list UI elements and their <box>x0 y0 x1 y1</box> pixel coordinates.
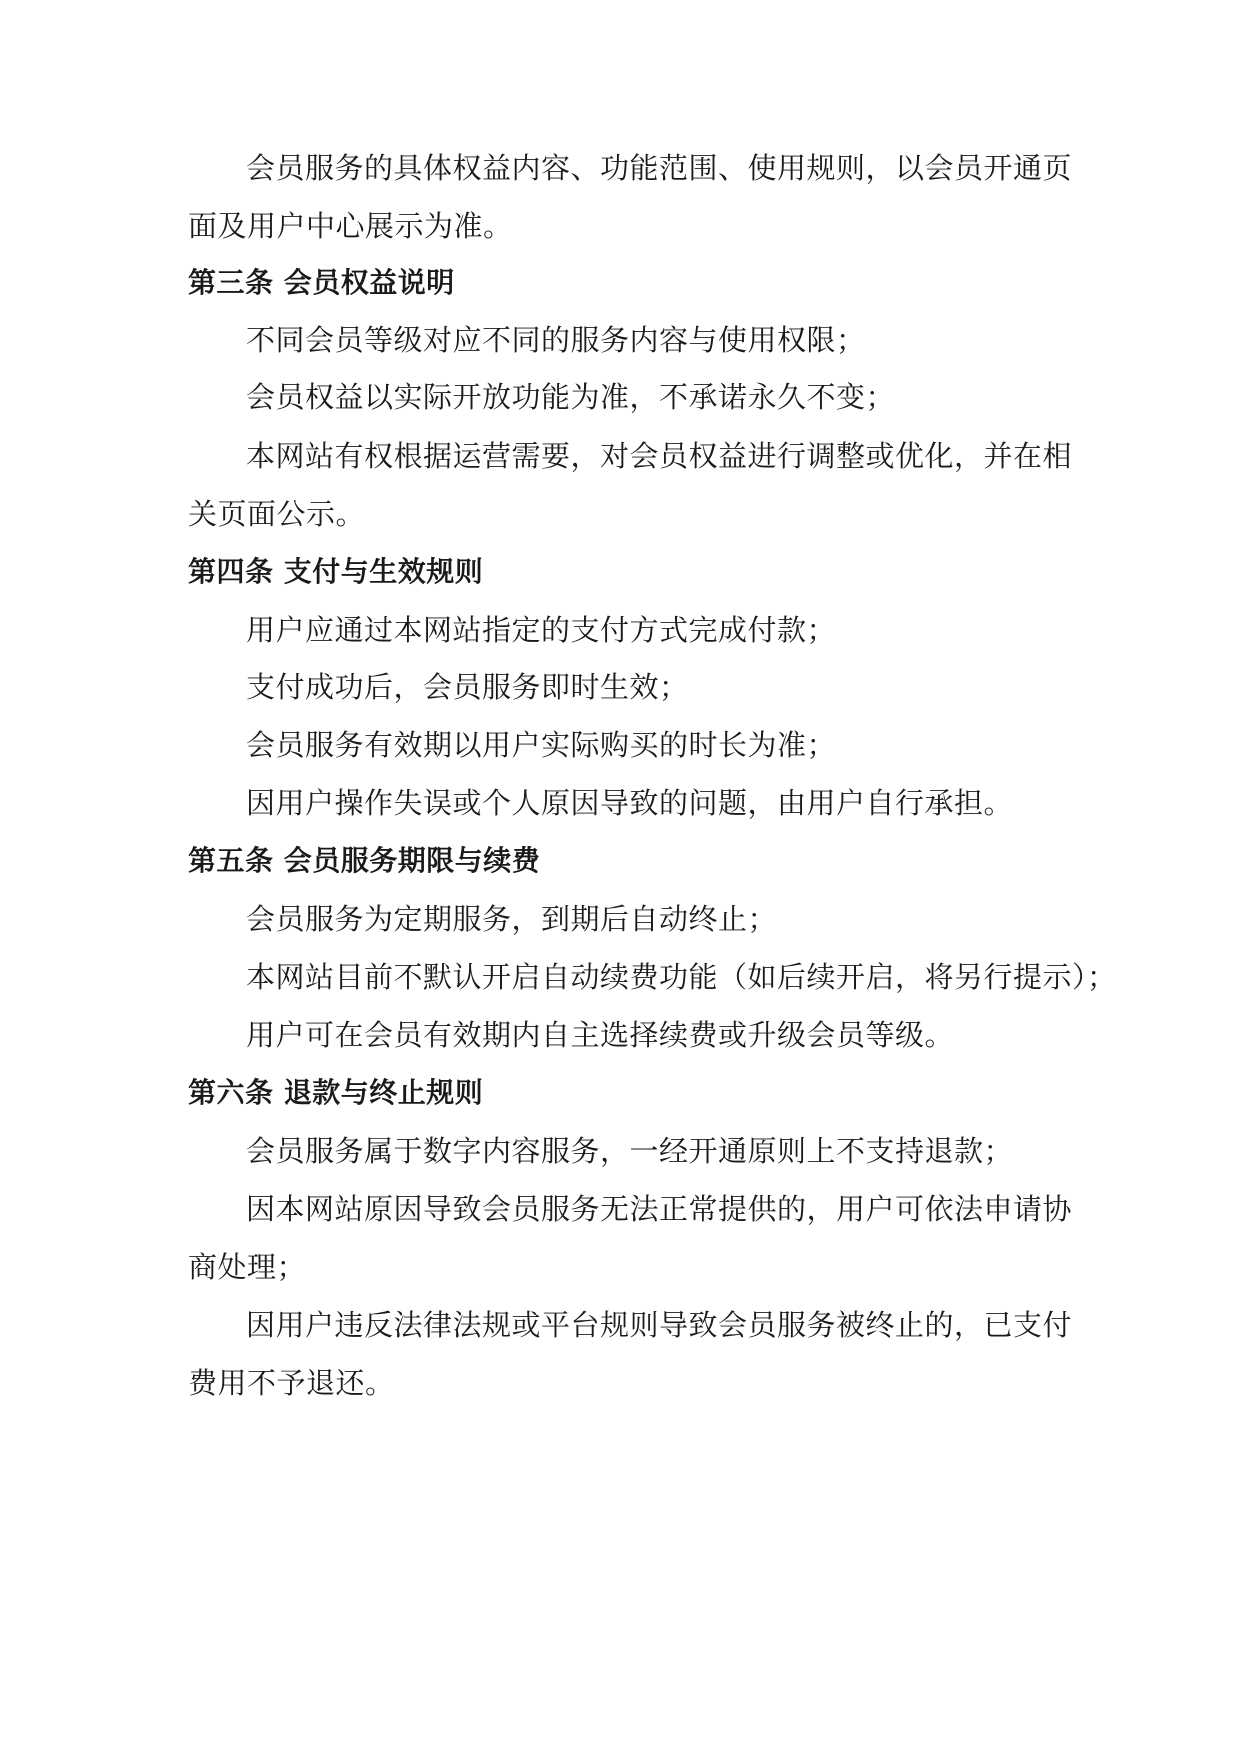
article-4-line-2: 支付成功后，会员服务即时生效； <box>246 670 689 704</box>
intro-line-2: 面及用户中心展示为准。 <box>188 209 513 243</box>
article-5-heading: 第五条 会员服务期限与续费 <box>188 844 541 877</box>
article-3-heading: 第三条 会员权益说明 <box>188 266 455 299</box>
article-6-heading: 第六条 退款与终止规则 <box>188 1076 484 1109</box>
article-4-line-1: 用户应通过本网站指定的支付方式完成付款； <box>246 613 837 647</box>
article-6-line-1: 会员服务属于数字内容服务，一经开通原则上不支持退款； <box>246 1134 1014 1168</box>
article-4-heading: 第四条 支付与生效规则 <box>188 555 484 588</box>
article-5-line-3: 用户可在会员有效期内自主选择续费或升级会员等级。 <box>246 1018 955 1052</box>
article-5-line-1: 会员服务为定期服务，到期后自动终止； <box>246 902 778 936</box>
article-4-line-4: 因用户操作失误或个人原因导致的问题，由用户自行承担。 <box>246 786 1014 820</box>
article-3-line-1: 不同会员等级对应不同的服务内容与使用权限； <box>246 323 866 357</box>
article-6-line-5: 费用不予退还。 <box>188 1366 395 1400</box>
article-3-line-4: 关页面公示。 <box>188 497 366 531</box>
article-4-line-3: 会员服务有效期以用户实际购买的时长为准； <box>246 728 837 762</box>
article-5-line-2: 本网站目前不默认开启自动续费功能（如后续开启，将另行提示）； <box>246 960 1117 994</box>
article-6-line-4: 因用户违反法律法规或平台规则导致会员服务被终止的，已支付 <box>246 1308 1073 1342</box>
article-6-line-2: 因本网站原因导致会员服务无法正常提供的，用户可依法申请协 <box>246 1192 1073 1226</box>
article-3-line-2: 会员权益以实际开放功能为准，不承诺永久不变； <box>246 380 896 414</box>
article-6-line-3: 商处理； <box>188 1250 307 1284</box>
article-3-line-3: 本网站有权根据运营需要，对会员权益进行调整或优化，并在相 <box>246 439 1073 473</box>
intro-line-1: 会员服务的具体权益内容、功能范围、使用规则，以会员开通页 <box>246 151 1073 185</box>
